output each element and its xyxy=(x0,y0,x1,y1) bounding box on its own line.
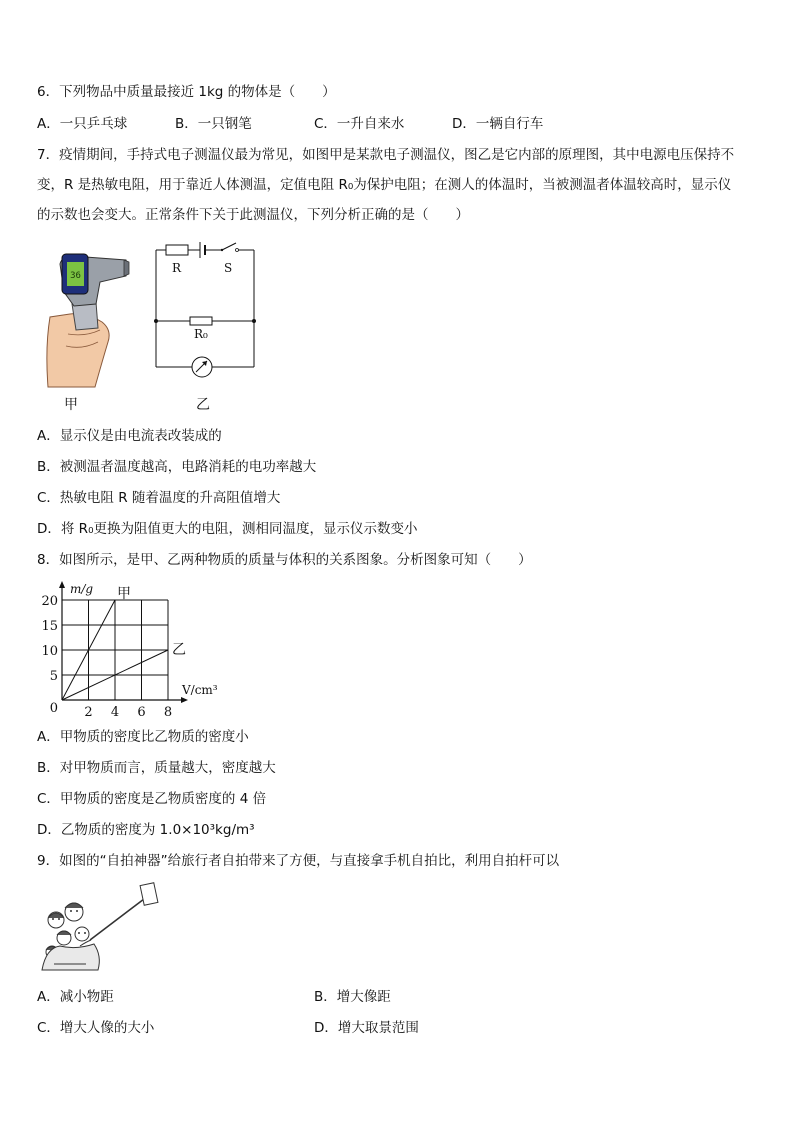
x-axis-label: V/cm³ xyxy=(182,683,218,697)
q8-option-d: D．乙物质的密度为 1.0×10³kg/m³ xyxy=(37,822,255,838)
chart-grid xyxy=(62,600,168,700)
y-tick-label: 15 xyxy=(41,619,58,634)
y-tick-label: 20 xyxy=(41,594,58,609)
y-tick-label: 5 xyxy=(49,669,58,684)
q6-option-c: C．一升自来水 xyxy=(314,116,405,132)
q8-option-b: B．对甲物质而言，质量越大，密度越大 xyxy=(37,760,276,776)
q7-option-c: C．热敏电阻 R 随着温度的升高阻值增大 xyxy=(37,490,281,506)
x-axis-arrow xyxy=(181,697,188,703)
q7-option-b: B．被测温者温度越高，电路消耗的电功率越大 xyxy=(37,459,317,475)
y-tick-label: 10 xyxy=(41,644,58,659)
figure-jia-label: 甲 xyxy=(64,397,78,413)
q7-stem-line3: 的示数也会变大。正常条件下关于此测温仪，下列分析正确的是（ ） xyxy=(37,207,469,223)
q6-option-b: B．一只钢笔 xyxy=(175,116,252,132)
q8-option-c: C．甲物质的密度是乙物质密度的 4 倍 xyxy=(37,791,267,807)
q9-option-b: B．增大像距 xyxy=(314,989,391,1005)
chart-labels xyxy=(41,582,217,720)
circuit-label-s: S xyxy=(224,261,233,275)
x-tick-label: 8 xyxy=(163,705,173,720)
q9-option-d: D．增大取景范围 xyxy=(314,1020,419,1036)
x-tick-label: 6 xyxy=(137,705,146,720)
q8-stem: 8．如图所示，是甲、乙两种物质的质量与体积的关系图象。分析图象可知（ ） xyxy=(37,552,532,568)
q7-stem-line2: 变，R 是热敏电阻，用于靠近人体测温，定值电阻 R₀为保护电阻；在测人的体温时，当被测温者体温较高时，显示仪 xyxy=(37,177,732,193)
q9-option-a: A．减小物距 xyxy=(37,989,114,1005)
q9-stem: 9．如图的“自拍神器”给旅行者自拍带来了方便，与直接拿手机自拍比，利用自拍杆可以 xyxy=(37,853,560,869)
q9-option-c: C．增大人像的大小 xyxy=(37,1020,155,1036)
q7-option-a: A．显示仪是由电流表改装成的 xyxy=(37,428,222,444)
x-tick-label: 4 xyxy=(110,705,120,720)
q8-option-a: A．甲物质的密度比乙物质的密度小 xyxy=(37,729,249,745)
q6-option-d: D．一辆自行车 xyxy=(452,116,544,132)
selfie-stick-illustration xyxy=(36,880,164,972)
figure-yi-label: 乙 xyxy=(196,397,210,413)
circuit-label-r0: R₀ xyxy=(194,327,208,341)
thermometer-illustration xyxy=(40,242,130,390)
density-chart xyxy=(36,578,236,720)
q6-option-a: A．一只乒乓球 xyxy=(37,116,128,132)
y-axis-arrow xyxy=(59,581,65,588)
q6-stem: 6．下列物品中质量最接近 1kg 的物体是（ ） xyxy=(37,84,336,100)
x-tick-label: 2 xyxy=(84,705,93,720)
circuit-diagram xyxy=(150,240,262,380)
series-label-jia: 甲 xyxy=(117,586,131,602)
q7-option-d: D．将 R₀更换为阻值更大的电阻，测相同温度，显示仪示数变小 xyxy=(37,521,418,537)
series-label-yi: 乙 xyxy=(172,642,186,658)
circuit-label-r: R xyxy=(172,261,182,275)
origin-label: 0 xyxy=(49,701,58,716)
svg-text:36: 36 xyxy=(70,271,81,281)
y-axis-label: m/g xyxy=(70,582,94,596)
q7-stem-line1: 7．疫情期间，手持式电子测温仪最为常见，如图甲是某款电子测温仪，图乙是它内部的原理图，其中电源电压保持不 xyxy=(37,147,735,163)
